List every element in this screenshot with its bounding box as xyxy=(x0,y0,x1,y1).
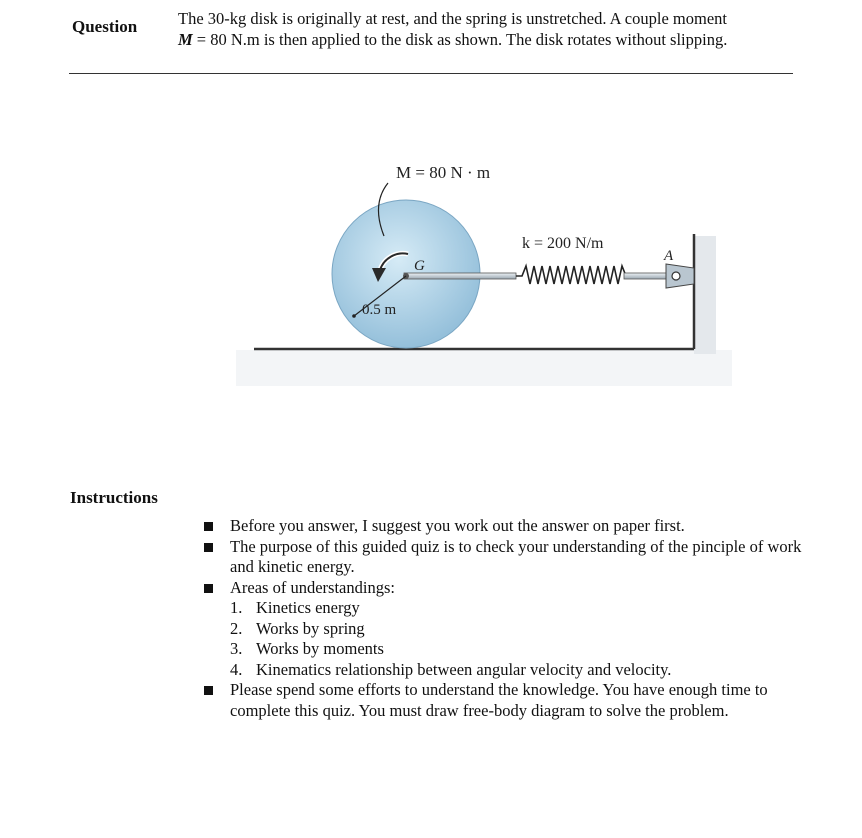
numbered-item: 1. Kinetics energy xyxy=(230,598,360,617)
question-line-1: The 30-kg disk is originally at rest, and the spring is unstretched. A couple moment xyxy=(178,9,727,28)
instructions-label: Instructions xyxy=(70,488,158,507)
numbered-item: 3. Works by moments xyxy=(230,639,384,658)
instruction-bullet-3: Areas of understandings: xyxy=(204,578,804,599)
question-line-2 xyxy=(178,29,818,50)
floor-shadow xyxy=(236,350,732,386)
center-label: G xyxy=(414,258,425,274)
wall-shadow xyxy=(694,236,716,354)
question-label: Question xyxy=(72,17,138,36)
radius-label: 0.5 m xyxy=(362,302,397,318)
disk-spring-figure xyxy=(236,150,736,390)
radius-end xyxy=(352,314,356,318)
instruction-bullet-4: Please spend some efforts to understand the knowledge. You have enough time to complete this quiz. You must draw free-body diagram to solve the problem. xyxy=(204,680,804,721)
question-text xyxy=(178,8,818,50)
numbered-item: 2. Works by spring xyxy=(230,618,365,638)
figure-svg xyxy=(236,150,736,390)
spring-end-rod xyxy=(624,273,666,279)
instruction-bullet-1: Before you answer, I suggest you work out the answer on paper first. xyxy=(204,516,804,537)
numbered-item: 4. Kinematics relationship between angular velocity and velocity. xyxy=(230,659,672,679)
instructions-list xyxy=(204,516,804,721)
spring-constant-label: k = 200 N/m xyxy=(522,235,604,252)
moment-label: M = 80 N · m xyxy=(396,163,491,182)
divider xyxy=(69,73,793,74)
point-A-label: A xyxy=(664,248,674,264)
moment-symbol: M xyxy=(178,30,193,49)
question-line-2-rest: = 80 N.m is then applied to the disk as shown. The disk rotates without slipping. xyxy=(192,30,728,49)
instruction-bullet-2: The purpose of this guided quiz is to check your understanding of the pinciple of work and kinetic energy. xyxy=(204,537,804,578)
pin-A xyxy=(672,272,680,280)
